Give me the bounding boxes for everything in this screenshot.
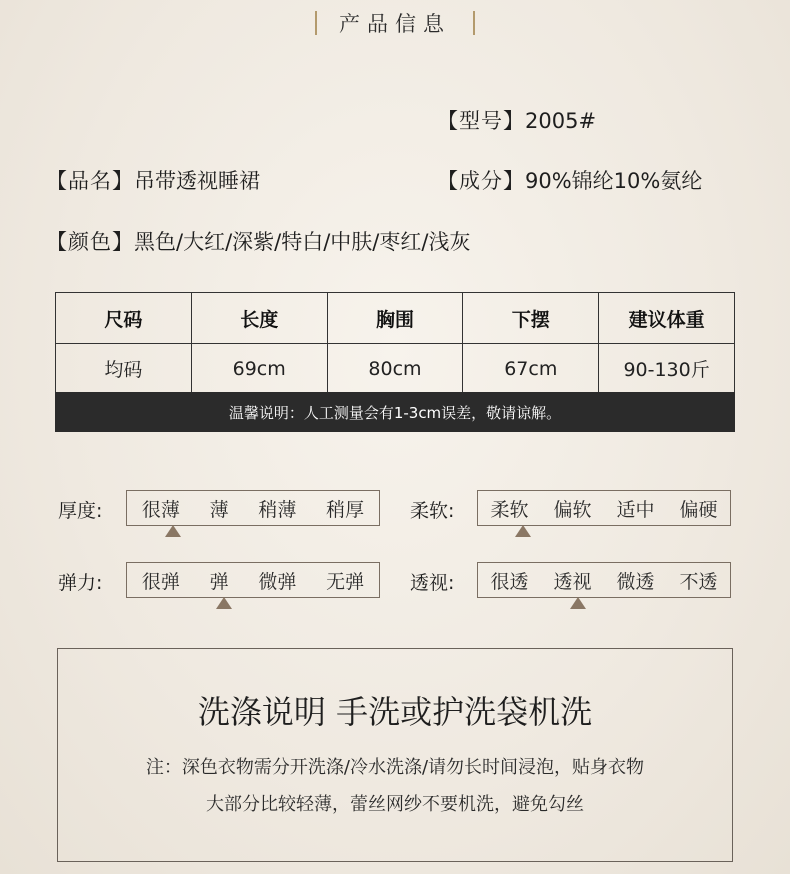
sheerness-scale <box>477 562 731 598</box>
thickness-scale <box>126 490 380 526</box>
hem-cell: 67cm <box>463 344 599 394</box>
thickness-label: 厚度: <box>58 500 103 522</box>
softness-selected-marker <box>515 525 531 537</box>
composition-row <box>437 165 702 195</box>
composition-label: 【成分】 <box>437 169 525 193</box>
bust-header-cell: 胸围 <box>327 293 463 344</box>
sheerness-option: 很透 <box>490 570 529 593</box>
sheerness-option: 透视 <box>553 570 592 593</box>
model-value: 2005# <box>525 109 597 133</box>
softness-option: 柔软 <box>490 498 529 521</box>
thickness-option: 很薄 <box>141 498 180 521</box>
name-value: 吊带透视睡裙 <box>134 169 260 193</box>
header-right-bar <box>473 11 475 35</box>
color-value: 黑色/大红/深紫/特白/中肤/枣红/浅灰 <box>134 230 471 254</box>
section-header <box>0 6 790 40</box>
elasticity-option: 无弹 <box>326 570 365 593</box>
thickness-option: 稍薄 <box>258 498 297 521</box>
elasticity-option: 微弹 <box>258 570 297 593</box>
size-table <box>55 292 735 394</box>
thickness-option: 稍厚 <box>326 498 365 521</box>
size-header-cell: 尺码 <box>56 293 192 344</box>
bust-cell: 80cm <box>327 344 463 394</box>
weight-header-cell: 建议体重 <box>599 293 735 344</box>
color-row <box>46 226 470 256</box>
composition-value: 90%锦纶10%氨纶 <box>525 169 703 193</box>
sheerness-option: 不透 <box>679 570 718 593</box>
elasticity-label: 弹力: <box>58 572 103 594</box>
thickness-selected-marker <box>165 525 181 537</box>
washing-title: 洗涤说明 手洗或护洗袋机洗 <box>197 693 593 731</box>
name-row <box>46 165 260 195</box>
washing-instructions-box <box>57 648 733 862</box>
elasticity-option: 很弹 <box>141 570 180 593</box>
header-left-bar <box>315 11 317 35</box>
length-header-cell: 长度 <box>191 293 327 344</box>
size-table-header-row <box>56 293 735 344</box>
washing-note-line-2: 大部分比较轻薄，蕾丝网纱不要机洗，避免勾丝 <box>206 794 584 815</box>
sheerness-selected-marker <box>570 597 586 609</box>
length-cell: 69cm <box>191 344 327 394</box>
thickness-option: 薄 <box>209 498 229 521</box>
elasticity-option: 弹 <box>209 570 229 593</box>
model-row <box>437 105 596 135</box>
page-title: 产品信息 <box>339 12 451 36</box>
softness-label: 柔软: <box>410 500 455 522</box>
sheerness-option: 微透 <box>616 570 655 593</box>
name-label: 【品名】 <box>46 169 134 193</box>
softness-option: 适中 <box>616 498 655 521</box>
washing-note-line-1: 注：深色衣物需分开洗涤/冷水洗涤/请勿长时间浸泡，贴身衣物 <box>145 757 645 778</box>
weight-cell: 90-130斤 <box>599 344 735 394</box>
measurement-note: 温馨说明：人工测量会有1-3cm误差，敬请谅解。 <box>55 392 735 432</box>
model-label: 【型号】 <box>437 109 525 133</box>
sheerness-label: 透视: <box>410 572 455 594</box>
softness-option: 偏硬 <box>679 498 718 521</box>
elasticity-selected-marker <box>216 597 232 609</box>
size-table-row <box>56 344 735 394</box>
softness-option: 偏软 <box>553 498 592 521</box>
softness-scale <box>477 490 731 526</box>
hem-header-cell: 下摆 <box>463 293 599 344</box>
elasticity-scale <box>126 562 380 598</box>
size-cell: 均码 <box>56 344 192 394</box>
color-label: 【颜色】 <box>46 230 134 254</box>
